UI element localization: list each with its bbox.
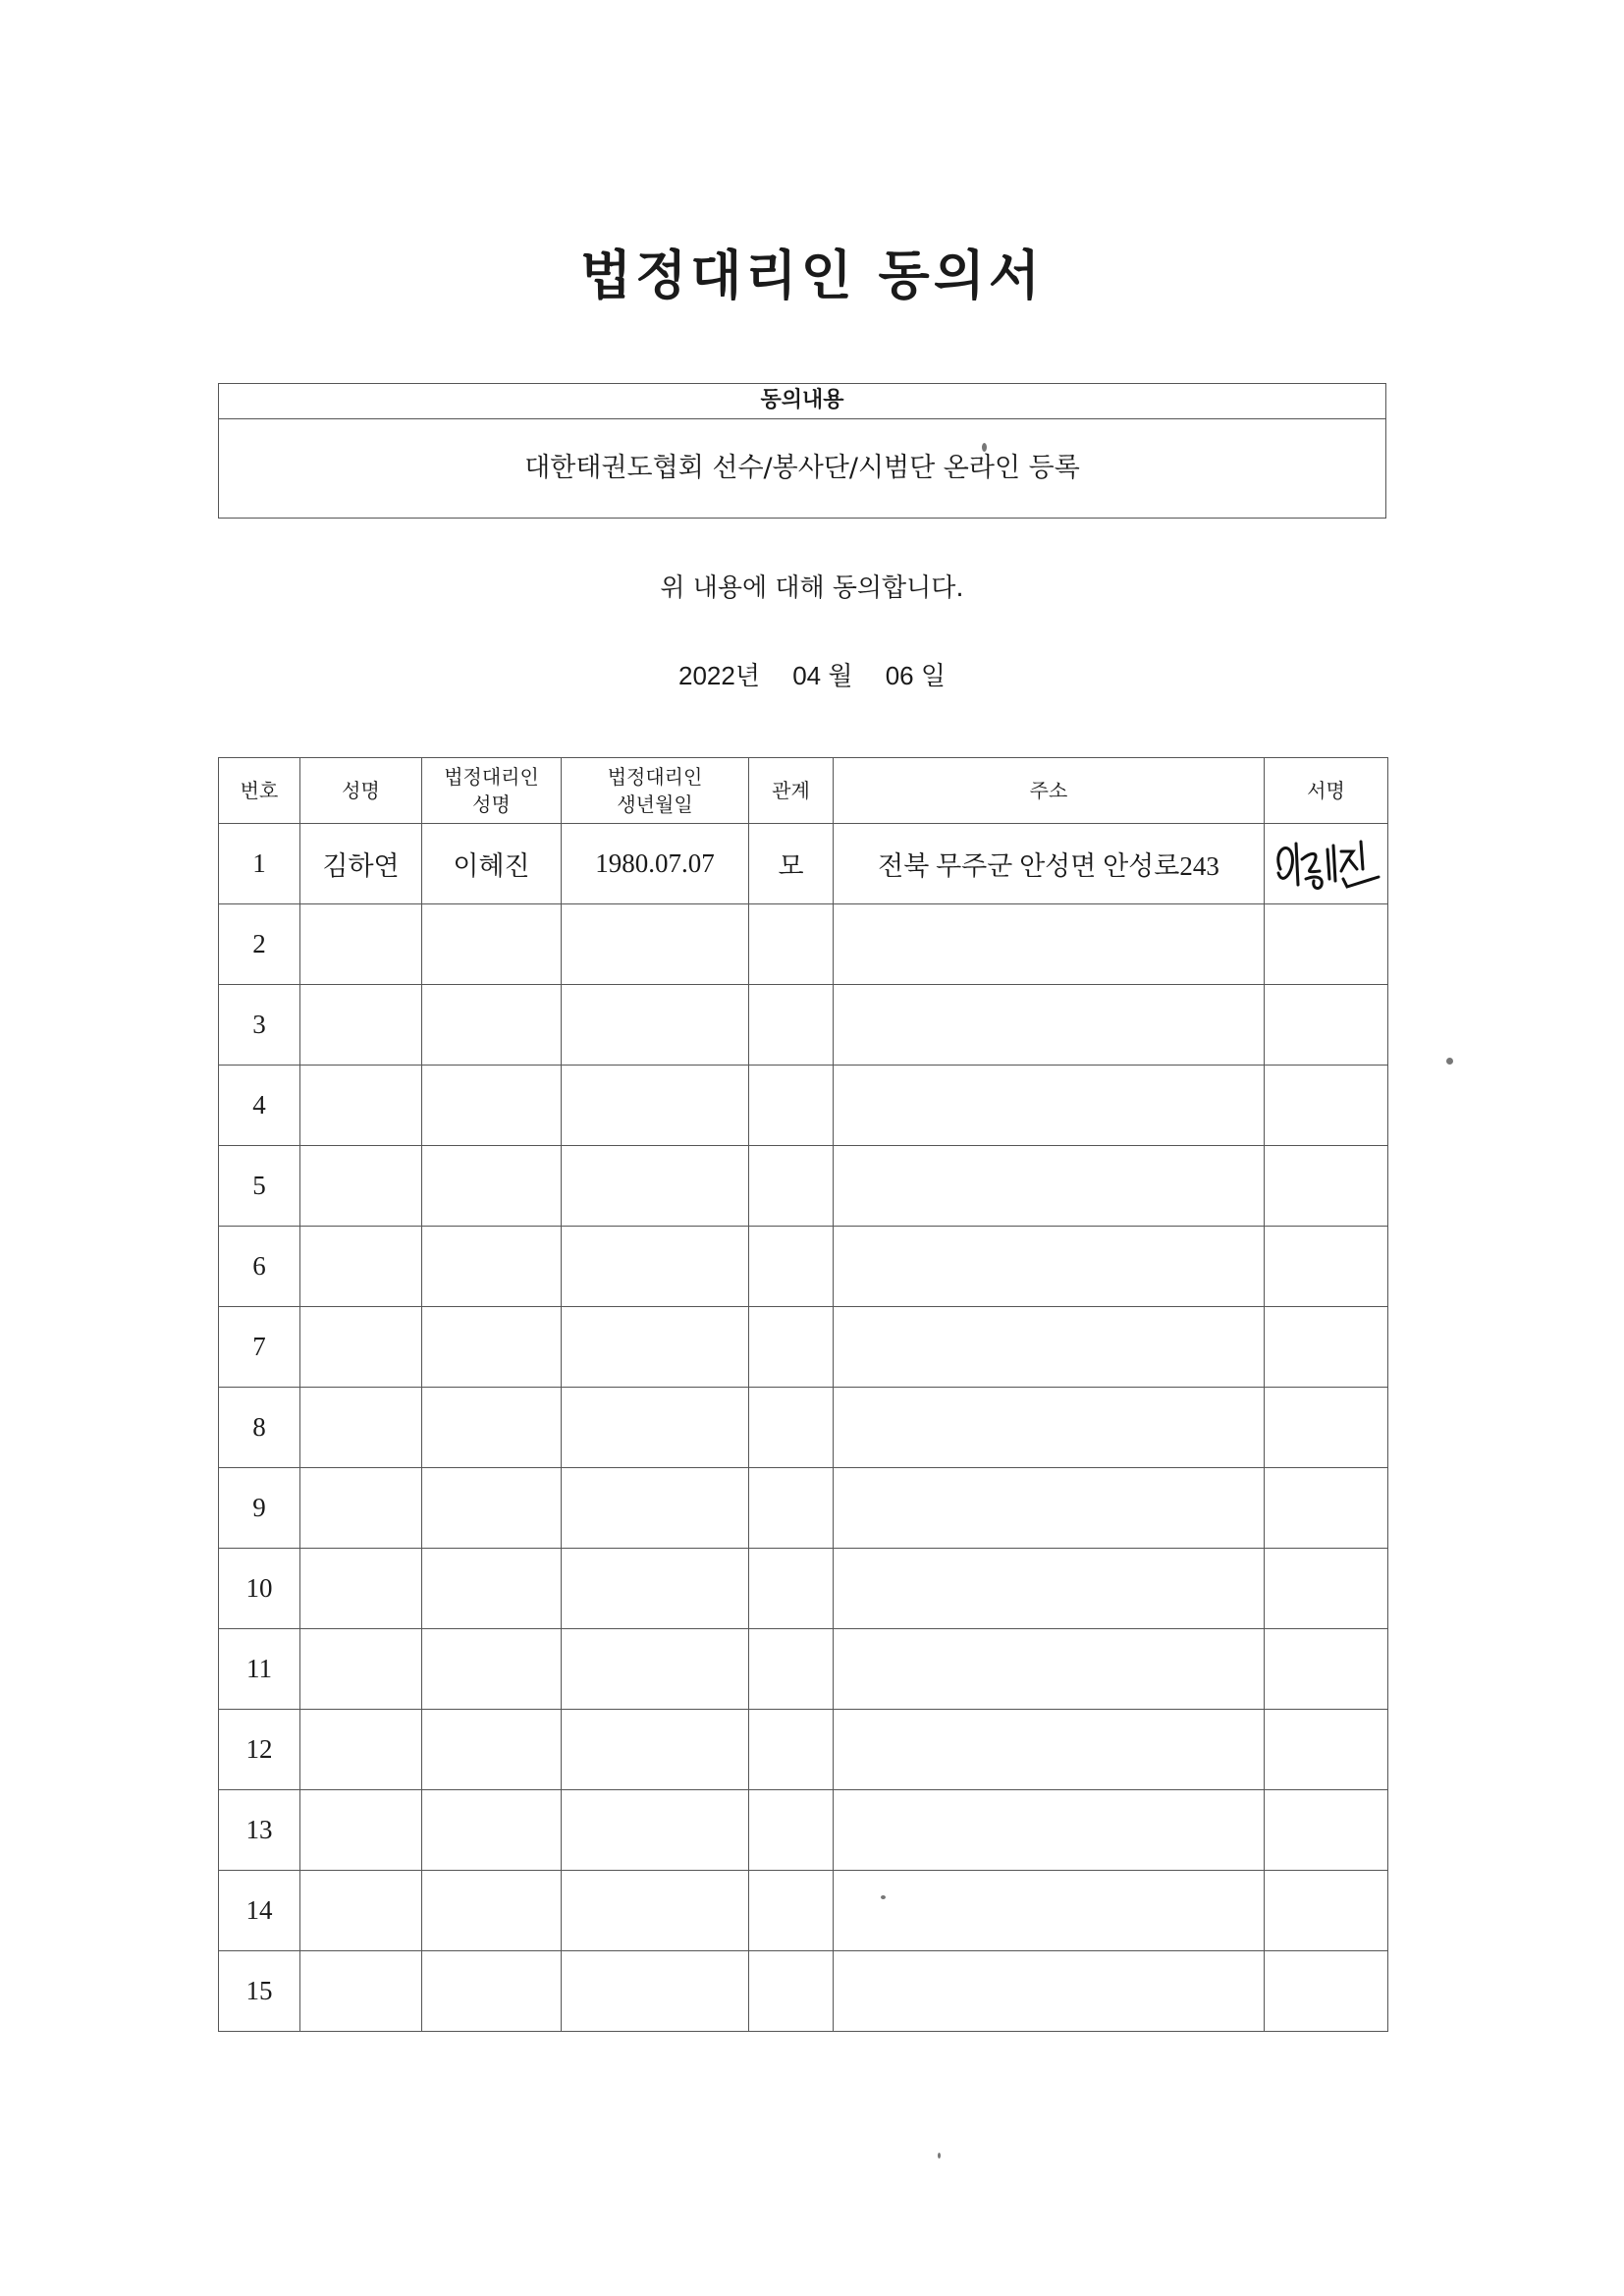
handwritten-signature xyxy=(1269,830,1384,899)
consent-content: 대한태권도협회 선수/봉사단/시범단 온라인 등록 xyxy=(524,453,1080,483)
row-signature xyxy=(1265,1066,1388,1146)
row-rep-name xyxy=(422,1066,562,1146)
row-rep-birth xyxy=(562,1790,749,1871)
row-number: 7 xyxy=(219,1307,300,1388)
row-name xyxy=(300,1549,422,1629)
table-row xyxy=(219,1146,1388,1227)
row-rep-birth xyxy=(562,1710,749,1790)
table-row xyxy=(219,1388,1388,1468)
row-address xyxy=(834,1790,1265,1871)
date-year: 2022년 xyxy=(678,661,760,690)
row-address xyxy=(834,1951,1265,2032)
header-rep-birth xyxy=(562,758,749,824)
row-rep-birth xyxy=(562,1146,749,1227)
row-rep-name xyxy=(422,1146,562,1227)
row-name xyxy=(300,1388,422,1468)
row-name xyxy=(300,1468,422,1549)
row-relation: 모 xyxy=(749,824,834,904)
row-number: 9 xyxy=(219,1468,300,1549)
header-rep-birth-line1: 법정대리인 xyxy=(607,765,703,789)
row-relation xyxy=(749,1549,834,1629)
header-relation: 관계 xyxy=(749,758,834,824)
row-relation xyxy=(749,1146,834,1227)
row-relation xyxy=(749,904,834,985)
row-signature xyxy=(1265,1790,1388,1871)
row-name xyxy=(300,1307,422,1388)
table-row xyxy=(219,985,1388,1066)
header-signature: 서명 xyxy=(1265,758,1388,824)
row-rep-birth xyxy=(562,985,749,1066)
row-signature xyxy=(1265,1307,1388,1388)
row-number: 5 xyxy=(219,1146,300,1227)
row-relation xyxy=(749,1629,834,1710)
row-rep-birth xyxy=(562,1227,749,1307)
table-row xyxy=(219,1307,1388,1388)
registration-table xyxy=(218,757,1388,2032)
row-number: 13 xyxy=(219,1790,300,1871)
row-signature xyxy=(1265,1388,1388,1468)
header-name: 성명 xyxy=(300,758,422,824)
row-rep-birth xyxy=(562,1871,749,1951)
row-signature xyxy=(1265,1227,1388,1307)
table-row xyxy=(219,1468,1388,1549)
row-rep-birth xyxy=(562,904,749,985)
row-name xyxy=(300,1146,422,1227)
header-rep-name xyxy=(422,758,562,824)
table-row xyxy=(219,1066,1388,1146)
row-rep-name xyxy=(422,985,562,1066)
row-rep-name: 이혜진 xyxy=(422,824,562,904)
scan-speck xyxy=(1446,1058,1453,1065)
row-number: 2 xyxy=(219,904,300,985)
row-rep-name xyxy=(422,904,562,985)
consent-heading: 동의내용 xyxy=(219,384,1385,419)
row-relation xyxy=(749,1871,834,1951)
header-rep-birth-line2: 생년월일 xyxy=(617,793,693,816)
row-rep-name xyxy=(422,1388,562,1468)
date-month-unit: 월 xyxy=(828,661,853,690)
row-name xyxy=(300,1629,422,1710)
row-address xyxy=(834,1871,1265,1951)
table-row xyxy=(219,1871,1388,1951)
row-rep-birth xyxy=(562,1307,749,1388)
scan-speck xyxy=(881,1895,886,1899)
row-name xyxy=(300,1790,422,1871)
row-signature xyxy=(1265,824,1388,904)
row-rep-birth xyxy=(562,1388,749,1468)
header-rep-name-line2: 성명 xyxy=(472,793,511,816)
row-number: 15 xyxy=(219,1951,300,2032)
row-number: 1 xyxy=(219,824,300,904)
table-header-row xyxy=(219,758,1388,824)
row-relation xyxy=(749,1790,834,1871)
header-address: 주소 xyxy=(834,758,1265,824)
date-day: 06 xyxy=(885,661,914,690)
row-relation xyxy=(749,1388,834,1468)
row-number: 4 xyxy=(219,1066,300,1146)
row-number: 3 xyxy=(219,985,300,1066)
row-address xyxy=(834,1227,1265,1307)
row-address: 전북 무주군 안성면 안성로243 xyxy=(834,824,1265,904)
row-name xyxy=(300,1710,422,1790)
row-relation xyxy=(749,1307,834,1388)
table-row xyxy=(219,1790,1388,1871)
row-relation xyxy=(749,1710,834,1790)
row-rep-name xyxy=(422,1710,562,1790)
row-signature xyxy=(1265,1871,1388,1951)
row-name xyxy=(300,904,422,985)
table-row xyxy=(219,1629,1388,1710)
row-rep-birth xyxy=(562,1629,749,1710)
document-title: 법정대리인 동의서 xyxy=(579,245,1045,306)
row-address xyxy=(834,985,1265,1066)
row-name xyxy=(300,1871,422,1951)
row-relation xyxy=(749,1468,834,1549)
table-row xyxy=(219,1549,1388,1629)
row-name xyxy=(300,1066,422,1146)
consent-box xyxy=(218,383,1386,519)
row-address xyxy=(834,904,1265,985)
row-address xyxy=(834,1468,1265,1549)
row-rep-name xyxy=(422,1629,562,1710)
row-address xyxy=(834,1549,1265,1629)
row-rep-name xyxy=(422,1951,562,2032)
row-address xyxy=(834,1710,1265,1790)
date-day-unit: 일 xyxy=(920,661,946,690)
row-number: 14 xyxy=(219,1871,300,1951)
row-relation xyxy=(749,1951,834,2032)
row-signature xyxy=(1265,1629,1388,1710)
row-signature xyxy=(1265,1710,1388,1790)
row-address xyxy=(834,1066,1265,1146)
row-address xyxy=(834,1146,1265,1227)
agreement-statement: 위 내용에 대해 동의합니다. xyxy=(660,574,964,603)
row-relation xyxy=(749,985,834,1066)
scan-speck xyxy=(982,443,987,452)
table-row xyxy=(219,824,1388,904)
row-name xyxy=(300,1951,422,2032)
row-signature xyxy=(1265,1951,1388,2032)
row-signature xyxy=(1265,1468,1388,1549)
row-number: 8 xyxy=(219,1388,300,1468)
row-rep-birth: 1980.07.07 xyxy=(562,824,749,904)
row-name xyxy=(300,1227,422,1307)
table-row xyxy=(219,1227,1388,1307)
row-rep-birth xyxy=(562,1066,749,1146)
row-rep-name xyxy=(422,1549,562,1629)
row-address xyxy=(834,1629,1265,1710)
row-signature xyxy=(1265,1549,1388,1629)
row-address xyxy=(834,1307,1265,1388)
row-number: 10 xyxy=(219,1549,300,1629)
row-name xyxy=(300,985,422,1066)
row-number: 12 xyxy=(219,1710,300,1790)
row-number: 6 xyxy=(219,1227,300,1307)
table-body xyxy=(219,824,1388,2032)
row-number: 11 xyxy=(219,1629,300,1710)
row-signature xyxy=(1265,904,1388,985)
table-row xyxy=(219,1710,1388,1790)
row-rep-name xyxy=(422,1307,562,1388)
row-relation xyxy=(749,1066,834,1146)
signing-date xyxy=(0,656,1624,692)
header-no: 번호 xyxy=(219,758,300,824)
row-rep-birth xyxy=(562,1468,749,1549)
row-rep-birth xyxy=(562,1549,749,1629)
header-rep-name-line1: 법정대리인 xyxy=(444,765,539,789)
row-rep-name xyxy=(422,1227,562,1307)
table-row xyxy=(219,1951,1388,2032)
row-address xyxy=(834,1388,1265,1468)
table-row xyxy=(219,904,1388,985)
date-month: 04 xyxy=(792,661,822,690)
row-signature xyxy=(1265,1146,1388,1227)
row-relation xyxy=(749,1227,834,1307)
row-name: 김하연 xyxy=(300,824,422,904)
row-rep-name xyxy=(422,1790,562,1871)
row-rep-birth xyxy=(562,1951,749,2032)
row-rep-name xyxy=(422,1871,562,1951)
row-rep-name xyxy=(422,1468,562,1549)
row-signature xyxy=(1265,985,1388,1066)
scan-speck xyxy=(938,2153,941,2159)
